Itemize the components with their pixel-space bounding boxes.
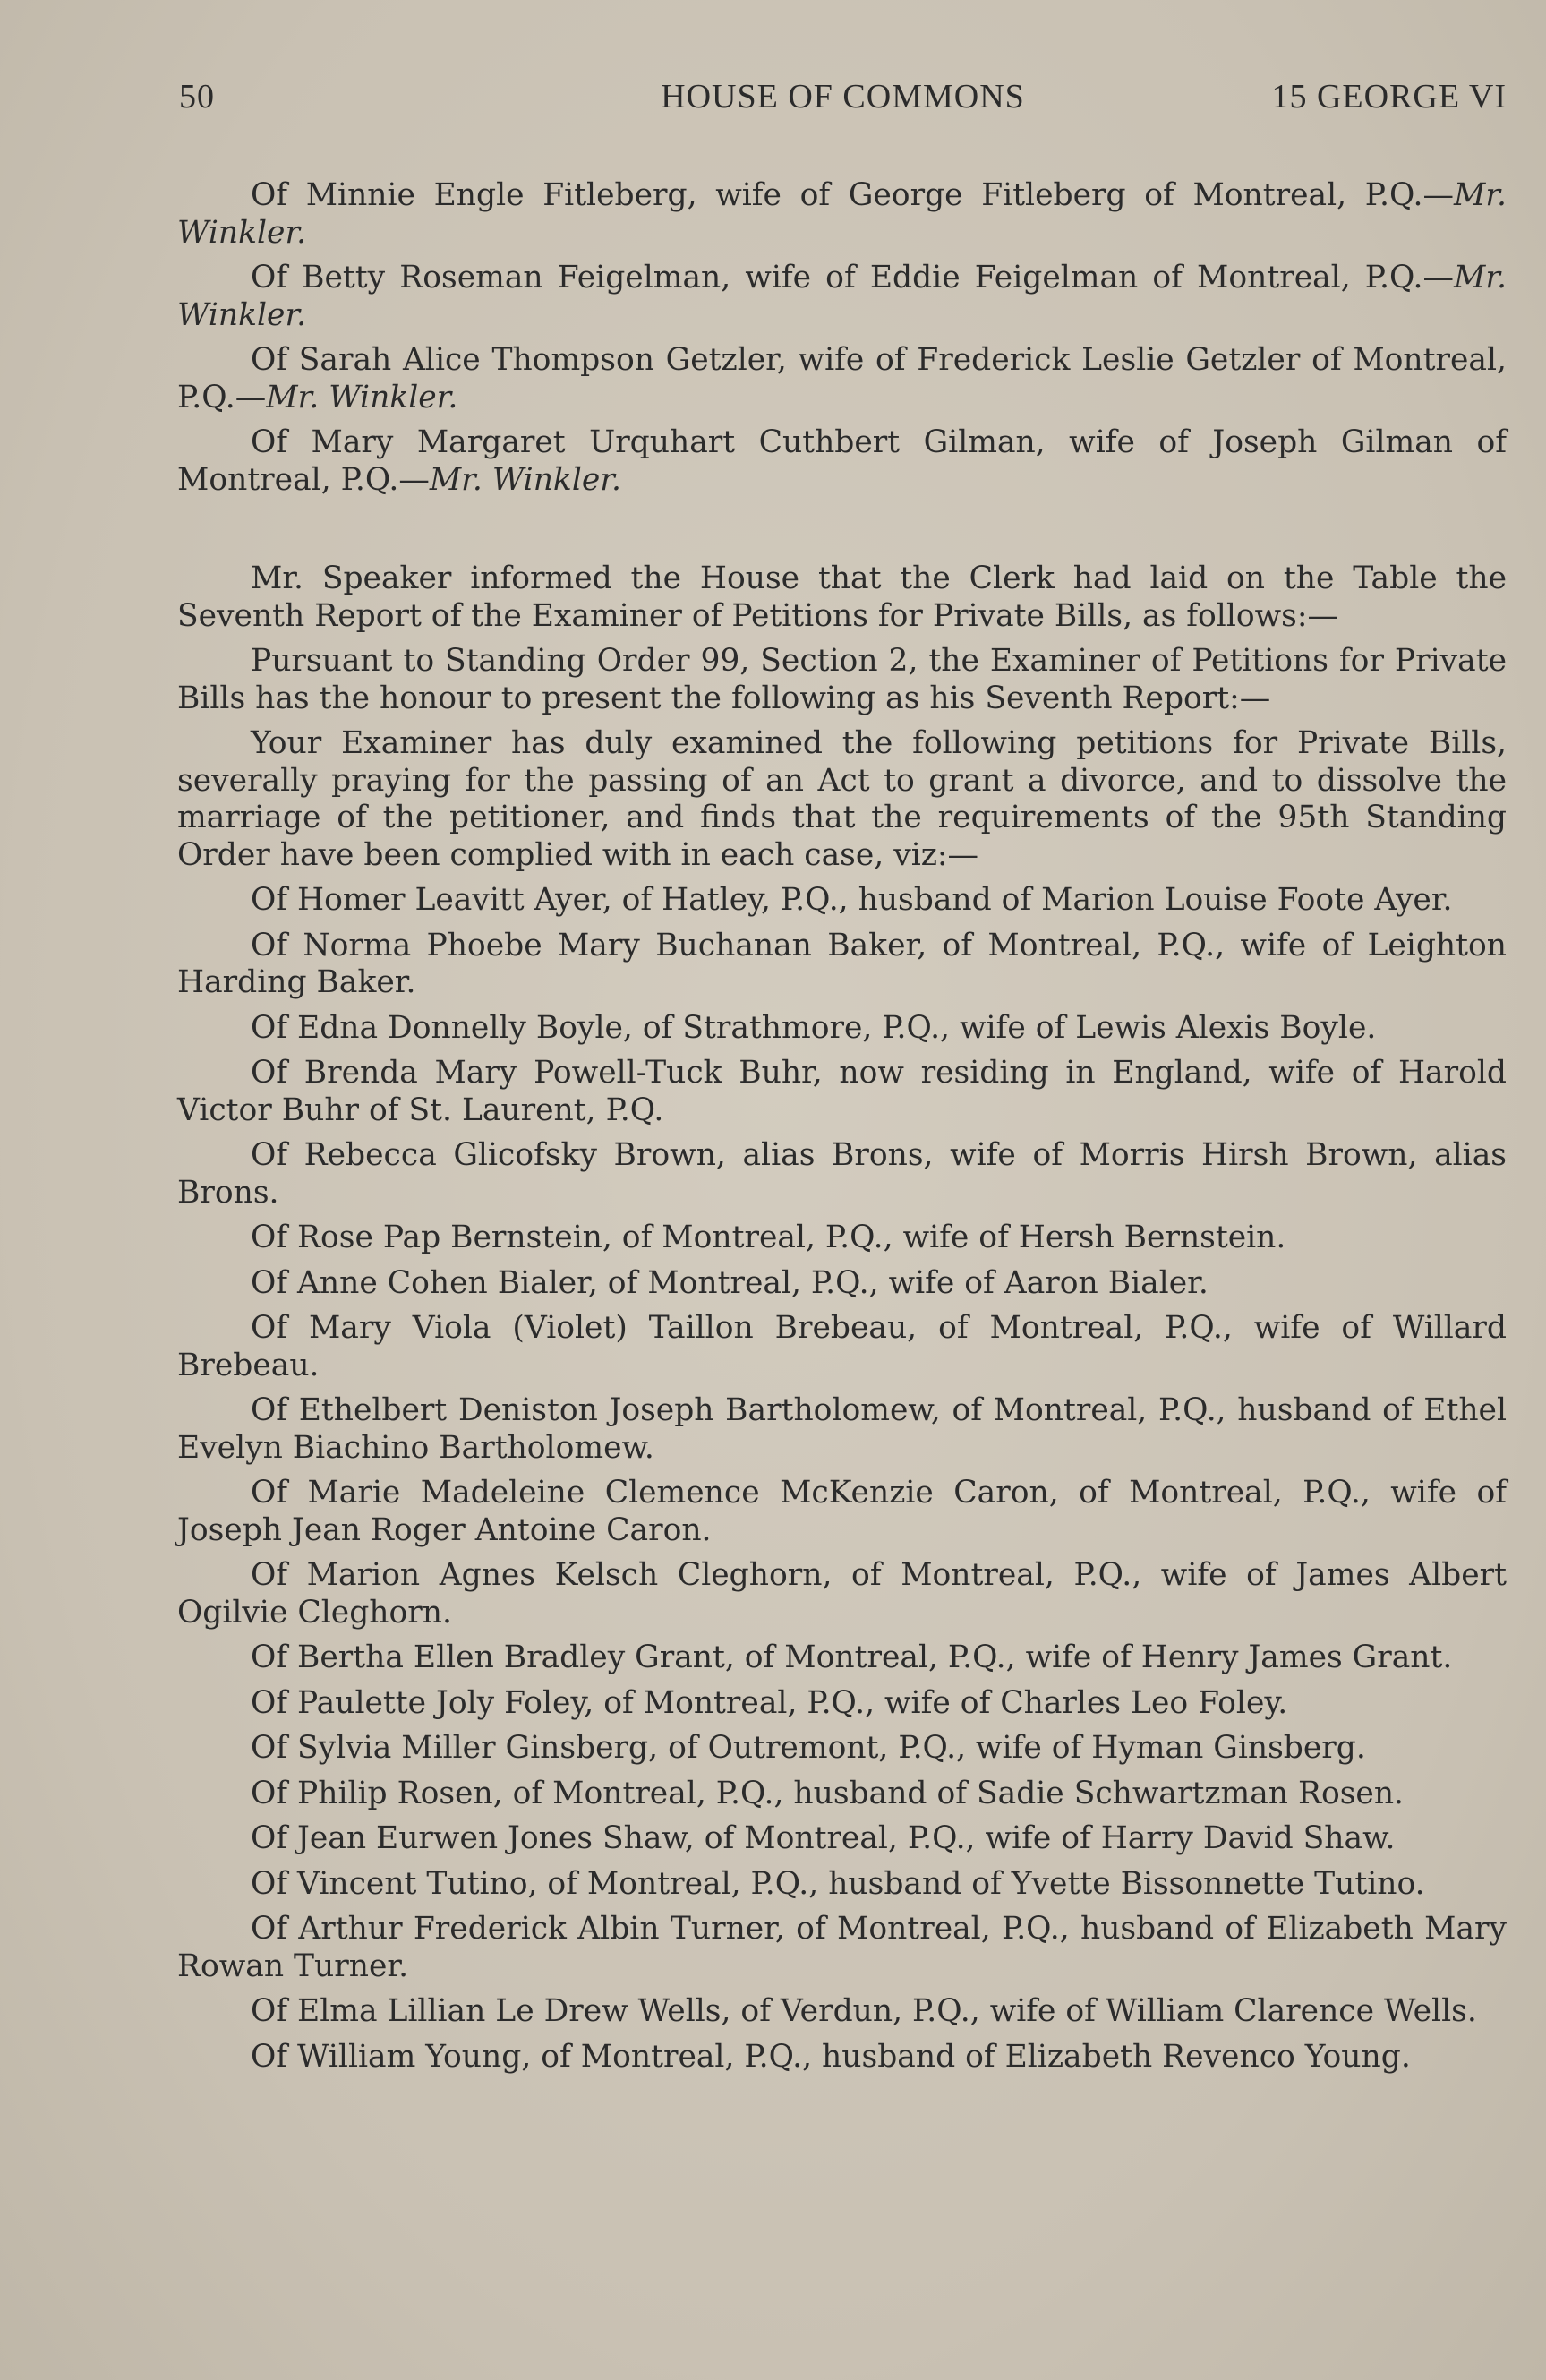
member-name: Mr. Winkler.	[177, 177, 1507, 251]
section-gap	[177, 507, 1507, 561]
member-name: Mr. Winkler.	[429, 461, 621, 498]
petition-entry: Of William Young, of Montreal, P.Q., husband of Elizabeth Revenco Young.	[251, 2038, 1411, 2075]
member-name: Mr. Winkler.	[177, 260, 1507, 333]
petition-entry: Of Marie Madeleine Clemence McKenzie Caron, of Montreal, P.Q., wife of Joseph Jean Roger Antoine Caron.	[177, 1475, 1507, 1548]
examiner-report	[177, 561, 1507, 2076]
petition-entry: Of Mary Viola (Violet) Taillon Brebeau, of Montreal, P.Q., wife of Willard Brebeau.	[177, 1310, 1507, 1383]
petition-entry: Of Rose Pap Bernstein, of Montreal, P.Q., wife of Hersh Bernstein.	[251, 1220, 1286, 1255]
page-header	[179, 77, 1507, 120]
petition-entry: Of Elma Lillian Le Drew Wells, of Verdun, P.Q., wife of William Clarence Wells.	[251, 1993, 1477, 2029]
session-label: 15 GEORGE VI	[1271, 78, 1507, 116]
speaker-announcement: Mr. Speaker informed the House that the Clerk had laid on the Table the Seventh Report of the Examiner of Petitions for Private Bills, as follows:—	[177, 561, 1507, 634]
petition-entry: Of Arthur Frederick Albin Turner, of Montreal, P.Q., husband of Elizabeth Mary Rowan Turner.	[177, 1911, 1507, 1984]
petition-entry: Of Rebecca Glicofsky Brown, alias Brons, wife of Morris Hirsh Brown, alias Brons.	[177, 1137, 1507, 1211]
petition-entry: Of Ethelbert Deniston Joseph Bartholomew, of Montreal, P.Q., husband of Ethel Evelyn Biachino Bartholomew.	[177, 1392, 1507, 1466]
petition-entry: Of Philip Rosen, of Montreal, P.Q., husband of Sadie Schwartzman Rosen.	[251, 1775, 1405, 1811]
petition-paragraph: Of Sarah Alice Thompson Getzler, wife of Frederick Leslie Getzler of Montreal, P.Q.—Mr. Winkler.	[177, 342, 1507, 415]
page-body	[177, 177, 1507, 2084]
page-number: 50	[179, 78, 215, 116]
report-statement: Your Examiner has duly examined the following petitions for Private Bills, severally praying for the passing of an Act to grant a divorce, and to dissolve the marriage of the petitioner, and finds that the requirements of the 95th Standing Order have been complied with in each case, viz:—	[177, 725, 1507, 873]
petition-entry: Of Paulette Joly Foley, of Montreal, P.Q., wife of Charles Leo Foley.	[251, 1684, 1288, 1721]
petition-entry: Of Vincent Tutino, of Montreal, P.Q., husband of Yvette Bissonnette Tutino.	[251, 1865, 1425, 1902]
petition-paragraph: Of Mary Margaret Urquhart Cuthbert Gilman, wife of Joseph Gilman of Montreal, P.Q.—Mr. Winkler.	[177, 424, 1507, 498]
petition-entry: Of Anne Cohen Bialer, of Montreal, P.Q., wife of Aaron Bialer.	[251, 1264, 1209, 1301]
petition-paragraph: Of Minnie Engle Fitleberg, wife of George Fitleberg of Montreal, P.Q.—Mr. Winkler.	[177, 177, 1507, 251]
petition-entry: Of Brenda Mary Powell-Tuck Buhr, now residing in England, wife of Harold Victor Buhr of St. Laurent, P.Q.	[177, 1055, 1507, 1128]
report-preamble: Pursuant to Standing Order 99, Section 2, the Examiner of Petitions for Private Bills has the honour to present the following as his Seventh Report:—	[177, 643, 1507, 716]
running-title: HOUSE OF COMMONS	[661, 78, 1025, 116]
petitions-list-presented	[177, 177, 1507, 499]
member-name: Mr. Winkler.	[266, 379, 458, 415]
petition-paragraph: Of Betty Roseman Feigelman, wife of Eddie Feigelman of Montreal, P.Q.—Mr. Winkler.	[177, 260, 1507, 333]
petition-entry: Of Homer Leavitt Ayer, of Hatley, P.Q., husband of Marion Louise Foote Ayer.	[251, 882, 1453, 918]
petition-entry: Of Jean Eurwen Jones Shaw, of Montreal, P.Q., wife of Harry David Shaw.	[251, 1820, 1396, 1856]
petition-entry: Of Marion Agnes Kelsch Cleghorn, of Montreal, P.Q., wife of James Albert Ogilvie Cleghorn.	[177, 1557, 1507, 1631]
petition-entry: Of Norma Phoebe Mary Buchanan Baker, of Montreal, P.Q., wife of Leighton Harding Baker.	[177, 927, 1507, 1000]
petition-entry: Of Edna Donnelly Boyle, of Strathmore, P.Q., wife of Lewis Alexis Boyle.	[251, 1009, 1377, 1046]
petition-entry: Of Sylvia Miller Ginsberg, of Outremont, P.Q., wife of Hyman Ginsberg.	[251, 1730, 1366, 1766]
petition-entry: Of Bertha Ellen Bradley Grant, of Montreal, P.Q., wife of Henry James Grant.	[251, 1639, 1453, 1675]
